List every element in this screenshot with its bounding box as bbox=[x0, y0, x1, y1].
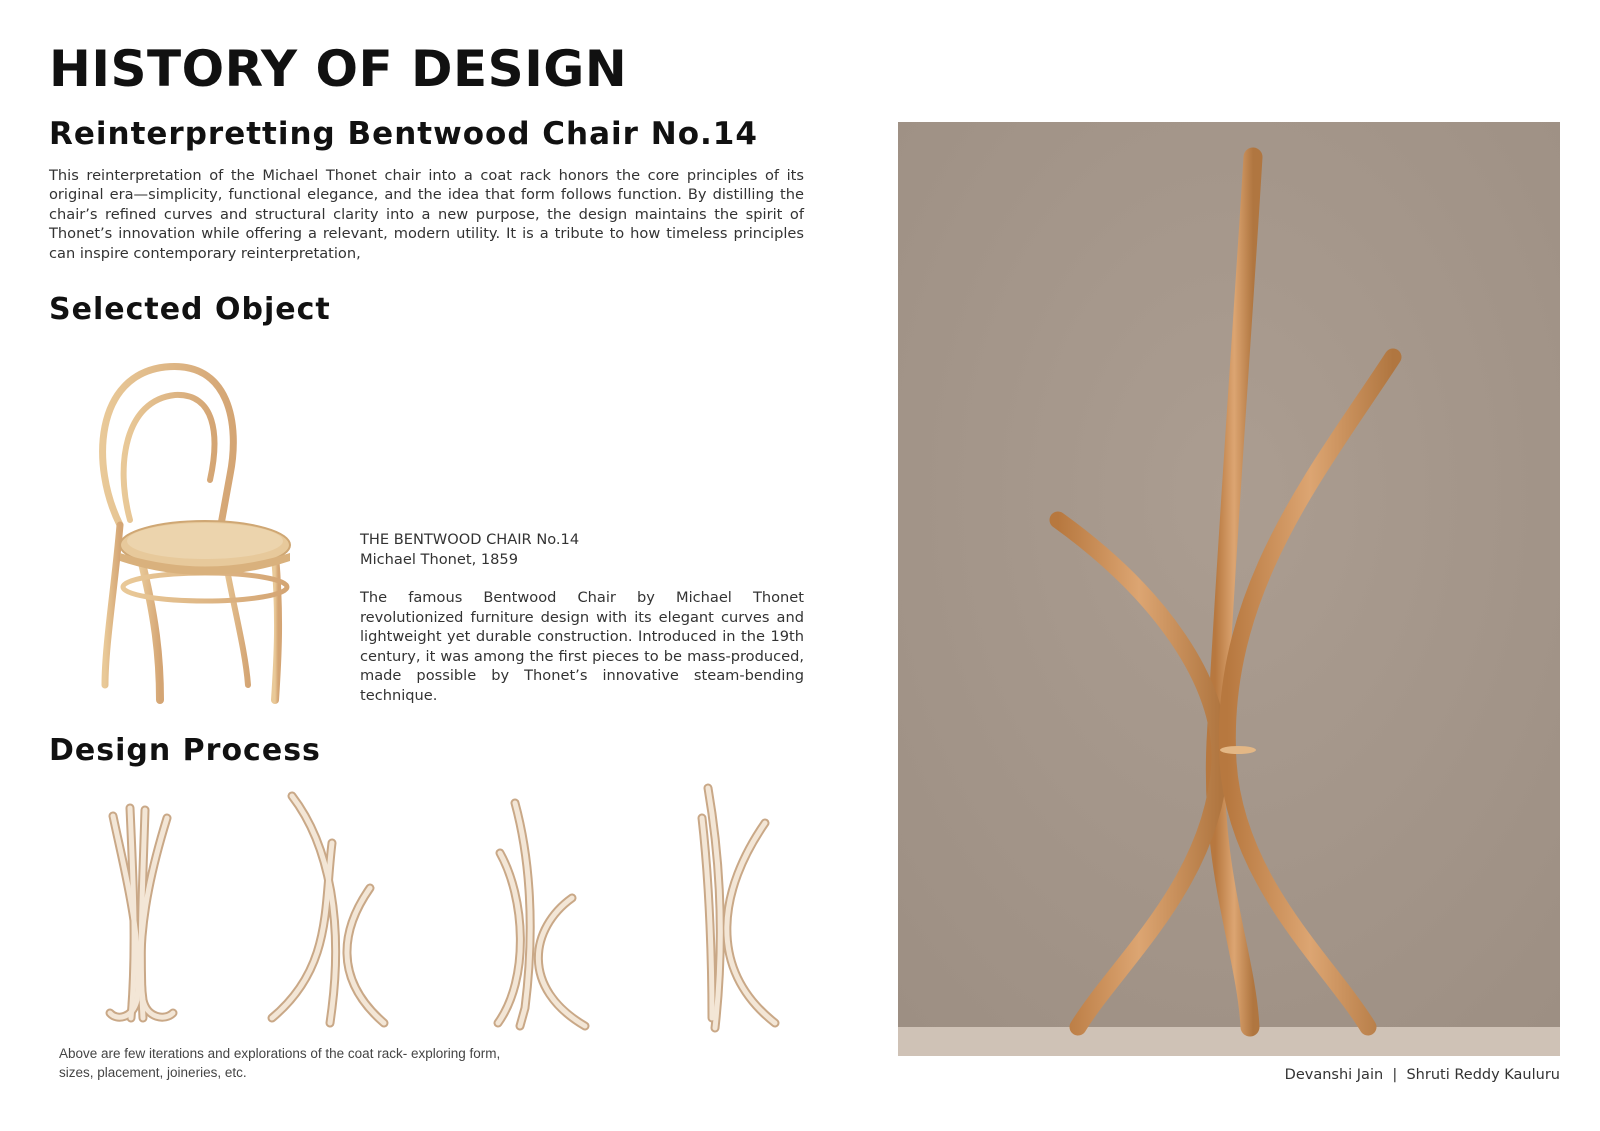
bentwood-chair-photo bbox=[80, 355, 310, 710]
coat-rack-sketch-4 bbox=[690, 778, 800, 1033]
page-title: HISTORY OF DESIGN bbox=[49, 40, 628, 98]
coat-rack-sketch-2 bbox=[262, 778, 392, 1033]
author-credits: Devanshi Jain | Shruti Reddy Kauluru bbox=[1284, 1067, 1560, 1083]
section-heading-selected-object: Selected Object bbox=[49, 292, 331, 327]
coat-rack-sketch-3 bbox=[490, 778, 600, 1033]
section-heading-reinterpretation: Reinterpretting Bentwood Chair No.14 bbox=[49, 116, 758, 152]
chair-description: The famous Bentwood Chair by Michael Thonet revolutionized furniture design with its elegant curves and lightweight yet durable construction. Introduced in the 19th century, it was among the first pieces to be mass-produced, made possible by Thonet’s innovative steam-bending technique. bbox=[360, 589, 804, 704]
design-process-caption: Above are few iterations and explorations of the coat rack- exploring form, sizes, placement, joineries, etc. bbox=[59, 1046, 501, 1080]
chair-caption bbox=[360, 530, 804, 569]
coat-rack-render-photo bbox=[898, 122, 1560, 1056]
intro-paragraph: This reinterpretation of the Michael Thonet chair into a coat rack honors the core principles of its original era—simplicity, functional elegance, and the idea that form follows function. By distilling the chair’s refined curves and structural clarity into a new purpose, the design maintains the spirit of Thonet’s innovation while offering a relevant, modern utility. It is a tribute to how timeless principles can inspire contemporary reinterpretation, bbox=[49, 167, 804, 262]
chair-caption-title: THE BENTWOOD CHAIR No.14 bbox=[360, 531, 580, 548]
chair-caption-author: Michael Thonet, 1859 bbox=[360, 550, 518, 568]
coat-rack-sketch-1 bbox=[95, 778, 185, 1033]
section-heading-design-process: Design Process bbox=[49, 733, 321, 768]
